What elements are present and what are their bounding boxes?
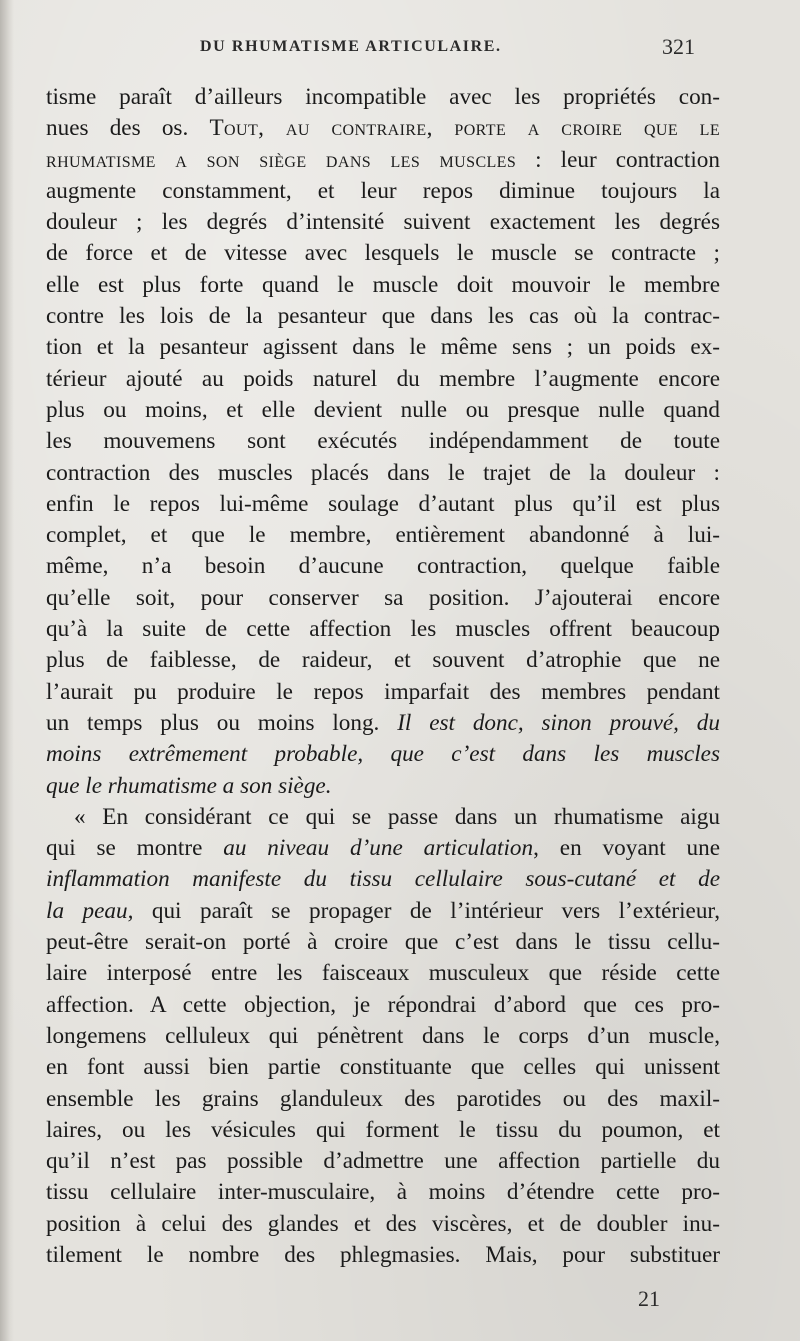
text-line (46, 802, 720, 833)
text-line (46, 864, 720, 895)
text-run: complet, et que le membre, entièrement abandonné à lui- (46, 522, 720, 549)
text-line (46, 771, 720, 802)
text-run: laires, ou les vésicules qui forment le tissu du poumon, et (46, 1116, 720, 1143)
page-number: 321 (662, 34, 695, 59)
text-run: de force et de vitesse avec lesquels le muscle se contracte ; (46, 240, 720, 267)
text-line (46, 1115, 720, 1146)
text-run: elle est plus forte quand le muscle doit mouvoir le membre (46, 271, 720, 298)
text-run: qu’il n’est pas possible d’admettre une affection partielle du (46, 1148, 720, 1175)
text-line (46, 1209, 720, 1240)
text-run: même, n’a besoin d’aucune contraction, quelque faible (46, 553, 720, 580)
text-run: contraction des muscles placés dans le trajet de la douleur : (46, 459, 720, 486)
text-line (46, 458, 720, 489)
text-line (46, 1084, 720, 1115)
text-run: ensemble les grains glanduleux des parotides ou des maxil- (46, 1085, 720, 1112)
page-gutter-shadow (0, 0, 14, 1341)
text-line (46, 520, 720, 551)
text-run: longemens celluleux qui pénètrent dans le corps d’un muscle, (46, 1022, 720, 1049)
text-run: enfin le repos lui-même soulage d’autant plus qu’il est plus (46, 490, 720, 517)
text-line (46, 551, 720, 582)
text-line (46, 1021, 720, 1052)
text-line (46, 301, 720, 332)
text-line (46, 1177, 720, 1208)
signature-mark: 21 (638, 1286, 660, 1311)
text-run: qui se montre (46, 835, 224, 862)
text-run: un temps plus ou moins long. (46, 709, 398, 736)
text-run: qu’à la suite de cette affection les muscles offrent beaucoup (46, 616, 720, 643)
text-line (46, 426, 720, 457)
text-run: plus ou moins, et elle devient nulle ou presque nulle quand (46, 396, 720, 423)
text-line (46, 489, 720, 520)
text-line (46, 990, 720, 1021)
text-line (46, 145, 720, 176)
text-run: l’aurait pu produire le repos imparfait des membres pendant (46, 678, 720, 705)
text-run: tissu cellulaire inter-musculaire, à moins d’étendre cette pro- (46, 1179, 720, 1206)
text-run: position à celui des glandes et des viscères, et de doubler inu- (46, 1210, 720, 1237)
text-line (46, 927, 720, 958)
text-line (46, 1146, 720, 1177)
italic-text: la peau, (46, 897, 134, 924)
text-run: contre les lois de la pesanteur que dans les cas où la contrac- (46, 303, 720, 330)
text-line (46, 1052, 720, 1083)
text-line (46, 708, 720, 739)
text-line (46, 176, 720, 207)
text-run: tisme paraît d’ailleurs incompatible avec les propriétés con- (46, 84, 720, 110)
text-run: térieur ajouté au poids naturel du membre l’augmente encore (46, 365, 720, 392)
text-run: nues des os. (46, 115, 210, 142)
text-line (46, 82, 720, 113)
running-title: DU RHUMATISME ARTICULAIRE. (200, 38, 502, 55)
text-run: douleur ; les degrés d’intensité suivent exactement les degrés (46, 209, 720, 236)
text-run: tion et la pesanteur agissent dans le même sens ; un poids ex- (46, 334, 720, 361)
text-run: , en voyant une (533, 835, 720, 862)
text-run: en font aussi bien partie constituante que celles qui unissent (46, 1054, 720, 1081)
text-line (46, 614, 720, 645)
text-line (46, 645, 720, 676)
italic-text: Il est donc, sinon prouvé, du (397, 709, 720, 736)
text-line (46, 238, 720, 269)
small-caps-text: rhumatisme a son siège dans les muscles (46, 146, 517, 173)
text-line (46, 270, 720, 301)
text-line (46, 207, 720, 238)
text-run: laire interposé entre les faisceaux musculeux que réside cette (46, 960, 720, 987)
italic-text: moins extrêmement probable, que c’est dans les muscles (46, 741, 720, 768)
text-line (46, 332, 720, 363)
text-line (46, 958, 720, 989)
text-line (46, 677, 720, 708)
text-run: plus de faiblesse, de raideur, et souvent d’atrophie que ne (46, 647, 720, 674)
text-run: qui paraît se propager de l’intérieur vers l’extérieur, (133, 897, 720, 924)
small-caps-text: Tout, au contraire, porte a croire que le (209, 115, 721, 142)
page-header (0, 34, 800, 64)
text-line (46, 1240, 720, 1271)
text-run: tilement le nombre des phlegmasies. Mais, pour substituer (46, 1241, 720, 1268)
text-line (46, 833, 720, 864)
italic-text: au niveau d’une articulation (223, 835, 534, 862)
italic-text: inflammation manifeste du tissu cellulaire sous-cutané et de (46, 866, 720, 893)
text-run: augmente constamment, et leur repos diminue toujours la (46, 177, 720, 204)
text-run: qu’elle soit, pour conserver sa position. J’ajouterai encore (46, 584, 720, 611)
text-run: « En considérant ce qui se passe dans un rhumatisme aigu (74, 803, 720, 830)
text-line (46, 395, 720, 426)
italic-text: que le rhumatisme a son siège. (46, 772, 332, 799)
text-run: peut-être serait-on porté à croire que c’est dans le tissu cellu- (46, 929, 720, 956)
text-run: les mouvemens sont exécutés indépendamment de toute (46, 428, 720, 455)
text-line (46, 896, 720, 927)
body-text (46, 82, 720, 1271)
text-line (46, 739, 720, 770)
text-line (46, 113, 720, 144)
text-line (46, 364, 720, 395)
text-line (46, 583, 720, 614)
text-run: affection. A cette objection, je répondrai d’abord que ces pro- (46, 991, 720, 1018)
text-run: : leur contraction (516, 146, 720, 173)
